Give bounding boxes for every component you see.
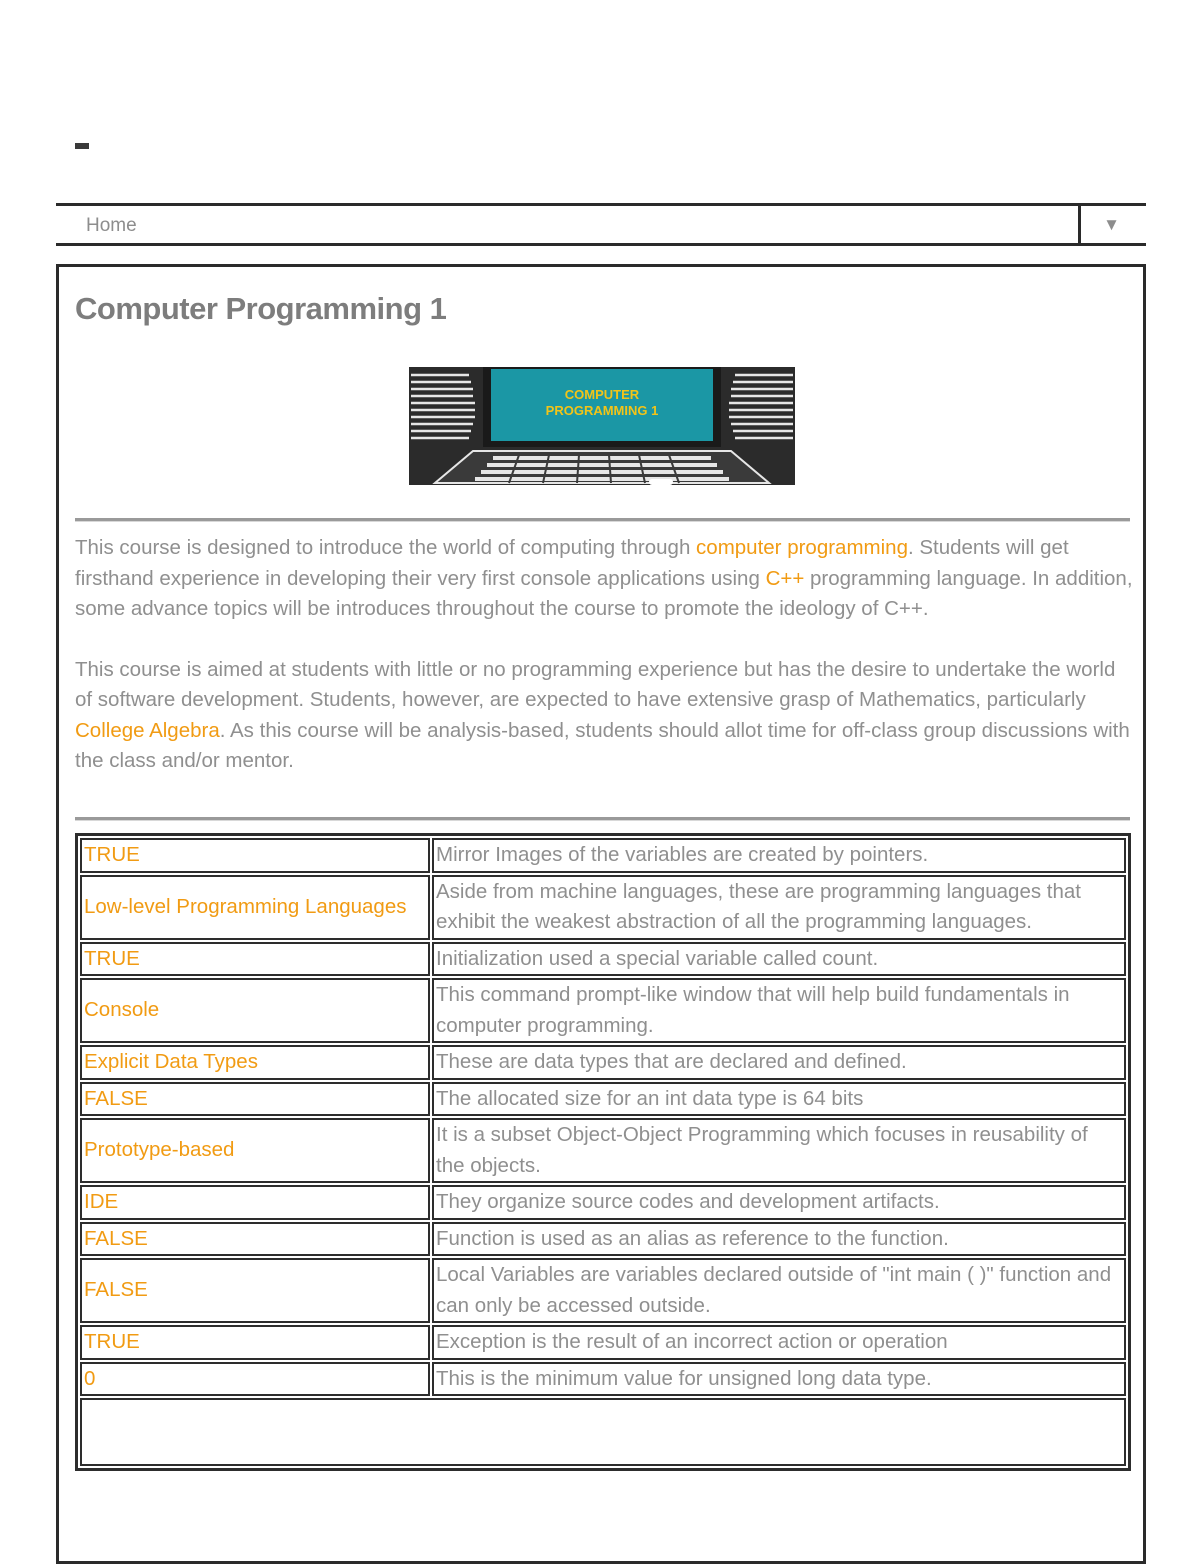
table-blank-row <box>80 1398 1126 1466</box>
table-row <box>80 978 1126 1043</box>
question-cell: It is a subset Object-Object Programming which focuses in reusability of the objects. <box>432 1118 1126 1183</box>
table-row <box>80 1222 1126 1257</box>
question-cell: This is the minimum value for unsigned long data type. <box>432 1362 1126 1397</box>
question-cell: Mirror Images of the variables are created by pointers. <box>432 838 1126 873</box>
answer-cell[interactable]: Explicit Data Types <box>80 1045 430 1080</box>
description-paragraph-1 <box>75 533 1135 625</box>
dropdown-arrow-icon[interactable]: ▼ <box>1103 215 1120 234</box>
table-row <box>80 1185 1126 1220</box>
table-row <box>80 1325 1126 1360</box>
p2-text-a: This course is aimed at students with little or no programming experience but has the desire to undertake the world of software development. Students, however, are expected to have extensive grasp of Mathematics, particularly <box>75 657 1116 711</box>
p1-text-a: This course is designed to introduce the world of computing through <box>75 536 697 559</box>
divider-top <box>75 518 1130 522</box>
question-cell: Initialization used a special variable called count. <box>432 942 1126 977</box>
question-cell: These are data types that are declared and defined. <box>432 1045 1126 1080</box>
link-college-algebra[interactable]: College Algebra <box>75 718 220 742</box>
link-cpp[interactable]: C++ <box>765 566 805 590</box>
answer-cell[interactable]: TRUE <box>80 1325 430 1360</box>
answer-cell[interactable]: TRUE <box>80 942 430 977</box>
answer-cell[interactable]: Console <box>80 978 430 1043</box>
divider-bottom <box>75 817 1130 821</box>
question-cell: Aside from machine languages, these are programming languages that exhibit the weakest abstraction of all the programming languages. <box>432 875 1126 940</box>
table-row <box>80 875 1126 940</box>
question-cell: This command prompt-like window that will help build fundamentals in computer programming. <box>432 978 1126 1043</box>
collapsed-menu-dash <box>75 143 89 149</box>
course-description <box>75 533 1135 777</box>
description-paragraph-2 <box>75 655 1135 777</box>
table-row <box>80 838 1126 873</box>
nav-bar <box>56 203 1146 246</box>
answer-cell[interactable]: Prototype-based <box>80 1118 430 1183</box>
table-row <box>80 1045 1126 1080</box>
content-panel <box>56 264 1146 1564</box>
question-cell: They organize source codes and development artifacts. <box>432 1185 1126 1220</box>
answer-cell[interactable]: FALSE <box>80 1222 430 1257</box>
table-row <box>80 1118 1126 1183</box>
nav-home-link[interactable]: Home <box>86 215 137 236</box>
table-row <box>80 1258 1126 1323</box>
answers-table <box>75 833 1131 1471</box>
table-row <box>80 1362 1126 1397</box>
page-title: Computer Programming 1 <box>75 291 447 326</box>
question-cell: Local Variables are variables declared outside of "int main ( )" function and can only be accessed outside. <box>432 1258 1126 1323</box>
banner-text-line2: PROGRAMMING 1 <box>545 403 659 418</box>
p1-text-c: programming language. In addition, some advance topics will be introduces throughout the course to promote the ideology of C++. <box>75 566 1133 620</box>
question-cell: The allocated size for an int data type is 64 bits <box>432 1082 1126 1117</box>
answer-cell[interactable]: TRUE <box>80 838 430 873</box>
table-row <box>80 942 1126 977</box>
table-row <box>80 1082 1126 1117</box>
course-banner-image <box>409 367 795 485</box>
banner-text-line1: COMPUTER <box>564 387 640 402</box>
link-computer-programming[interactable]: computer programming <box>696 536 908 559</box>
answer-cell[interactable]: FALSE <box>80 1258 430 1323</box>
p2-text-b: . As this course will be analysis-based, students should allot time for off-class group discussions with the class and/or mentor. <box>75 718 1130 772</box>
nav-divider <box>1078 206 1081 243</box>
answer-cell[interactable]: FALSE <box>80 1082 430 1117</box>
question-cell: Exception is the result of an incorrect action or operation <box>432 1325 1126 1360</box>
p1-text-b: . Students will get firsthand experience in developing their very first console applications using <box>75 536 1069 590</box>
question-cell: Function is used as an alias as reference to the function. <box>432 1222 1126 1257</box>
answer-cell[interactable]: Low-level Programming Languages <box>80 875 430 940</box>
answer-cell[interactable]: IDE <box>80 1185 430 1220</box>
answer-cell[interactable]: 0 <box>80 1362 430 1397</box>
blank-area <box>80 1398 1126 1466</box>
